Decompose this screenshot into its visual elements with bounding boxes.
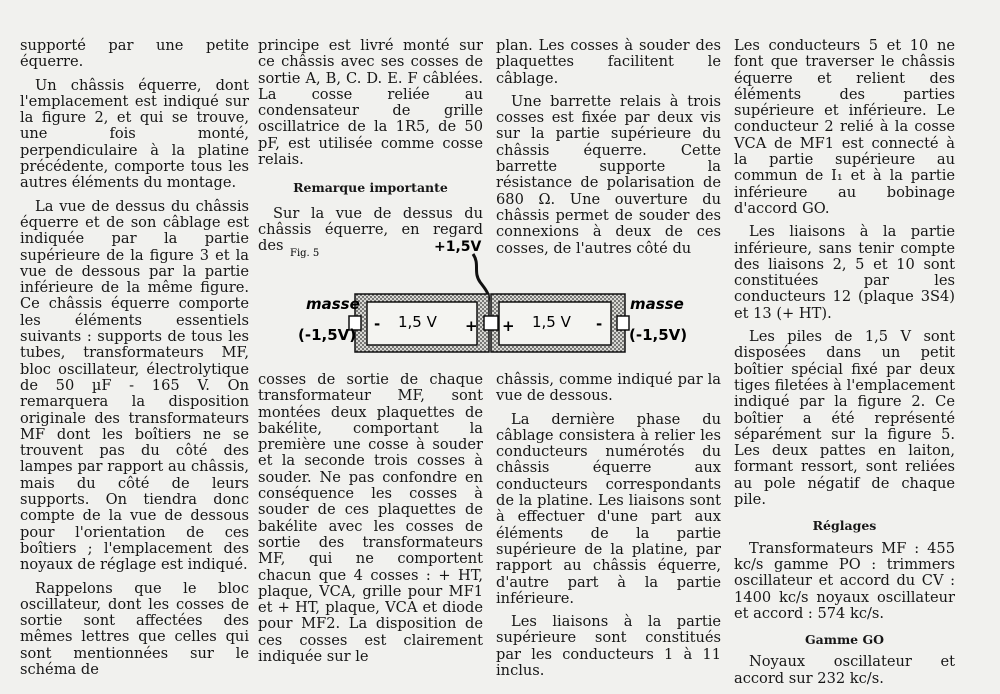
paragraph: La dernière phase du câblage consistera à relier les conducteurs numérotés du châssis équerre aux conducteurs correspondants de la platine. Les liaisons sont à effectuer d'une part aux éléments de la partie supérieure de la platine, par rapport au châssis équerre, d'autre part à la partie inférieure. [496,410,721,607]
column-3-bottom [496,372,721,686]
paragraph: cosses de sortie de chaque transformateur MF, sont montées deux plaquettes de bakélite, comportant la première une cosse à souder et la seconde trois cosses à souder. Ne pas confondre en conséquence les cosses à souder de ces plaquettes de bakélite avec les cosses de sortie des transformateurs MF, qui ne comportent chacun que 4 cosses : + HT, plaque, VCA, grille pour MF1 et + HT, plaque, VCA et diode pour MF2. La disposition de ces cosses est clairement indiquée sur le [258,371,483,666]
right-ground-value: (-1,5V) [629,326,688,344]
paragraph: principe est livré monté sur ce châssis avec ses cosses de sortie A, B, C. D. E. F câblées. La cosse reliée au condensateur de grille oscillatrice de la 1R5, de 50 pF, est utilisée comme cosse relais. [258,37,483,169]
paragraph: Transformateurs MF : 455 kc/s gamme PO : trimmers oscillateur et accord du CV : 1400 kc/s noyaux oscillateur et accord : 574 kc/s. [734,539,955,622]
paragraph: Noyaux oscillateur et accord sur 232 kc/s. [734,653,955,687]
section-heading: Remarque importante [293,180,448,196]
cell-right-voltage: 1,5 V [532,313,571,331]
column-3-top [496,38,721,264]
paragraph: La vue de dessus du châssis équerre et de son câblage est indiquée par la partie supérieure de la figure 3 et la vue de dessous par la partie inférieure de la même figure. Ce châssis équerre comporte les éléments essentiels suivants : supports de tous les tubes, transformateurs MF, bloc oscillateur, électrolytique de 50 µF - 165 V. On remarquera la disposition originale des transformateurs MF dont les boîtiers ne se trouvent pas du côté des lampes par rapport au châssis, mais du côté de leurs supports. On tiendra donc compte de la vue de dessous pour l'orientation de ces boîtiers ; l'emplacement des noyaux de réglage est indiqué. [20,197,249,574]
paragraph: Sur la vue de dessus du châssis équerre, en regard des [258,204,483,255]
section-heading: Réglages [812,518,877,534]
column-1 [20,38,249,685]
cell-left-plus: + [465,317,478,335]
paragraph: supporté par une petite équerre. [20,37,249,71]
cell-right-minus: - [596,315,603,333]
top-terminal-label: +1,5V [434,239,482,255]
column-2-bottom [258,372,483,672]
right-ground-label: masse [630,295,684,313]
right-contact [617,316,629,330]
cell-left-voltage: 1,5 V [398,313,437,331]
paragraph: plan. Les cosses à souder des plaquettes facilitent le câblage. [496,37,721,87]
paragraph: Une barrette relais à trois cosses est fixée par deux vis sur la partie supérieure du châssis équerre. Cette barrette supporte la résistance de polarisation de 680 Ω. Une ouverture du châssis permet de souder des connexions à deux de ces cosses, de l'autres côté du [496,92,721,257]
column-2-top [258,38,483,262]
cell-left-minus: - [374,315,381,333]
paragraph: Rappelons que le bloc oscillateur, dont les cosses de sortie sont affectées des mêmes lettres que celles qui sont mentionnées sur le schéma de [20,579,249,678]
paragraph: Un châssis équerre, dont l'emplacement est indiqué sur la figure 2, et qui se trouve, une fois monté, perpendiculaire à la platine précédente, comporte tous les autres éléments du montage. [20,76,249,192]
paragraph: Les liaisons à la partie inférieure, sans tenir compte des liaisons 2, 5 et 10 sont constituées par les conducteurs 12 (plaque 3S4) et 13 (+ HT). [734,223,955,322]
figure-label: Fig. 5 [290,248,320,259]
paragraph: Les piles de 1,5 V sont disposées dans un petit boîtier spécial fixé par deux tiges filetées à l'emplacement indiqué par la figure 2. Ce boîtier a été représenté séparément sur la figure 5. Les deux pattes en laiton, formant ressort, sont reliées au pole négatif de chaque pile. [734,328,955,509]
paragraph: Les conducteurs 5 et 10 ne font que traverser le châssis équerre et relient des éléments des parties supérieure et inférieure. Le conducteur 2 relié à la cosse VCA de MF1 est connecté à la partie supérieure au commun de I₁ et à la partie inférieure au bobinage d'accord GO. [734,37,955,217]
left-ground-value: (-1,5V) [298,326,357,344]
paragraph: Les liaisons à la partie supérieure sont constitués par les conducteurs 1 à 11 inclus. [496,613,721,680]
center-contact [484,316,498,330]
cell-right-plus: + [502,317,515,335]
left-ground-label: masse [306,295,360,313]
paragraph: châssis, comme indiqué par la vue de dessous. [496,371,721,405]
column-4 [734,38,955,694]
section-heading: Gamme GO [804,632,885,648]
